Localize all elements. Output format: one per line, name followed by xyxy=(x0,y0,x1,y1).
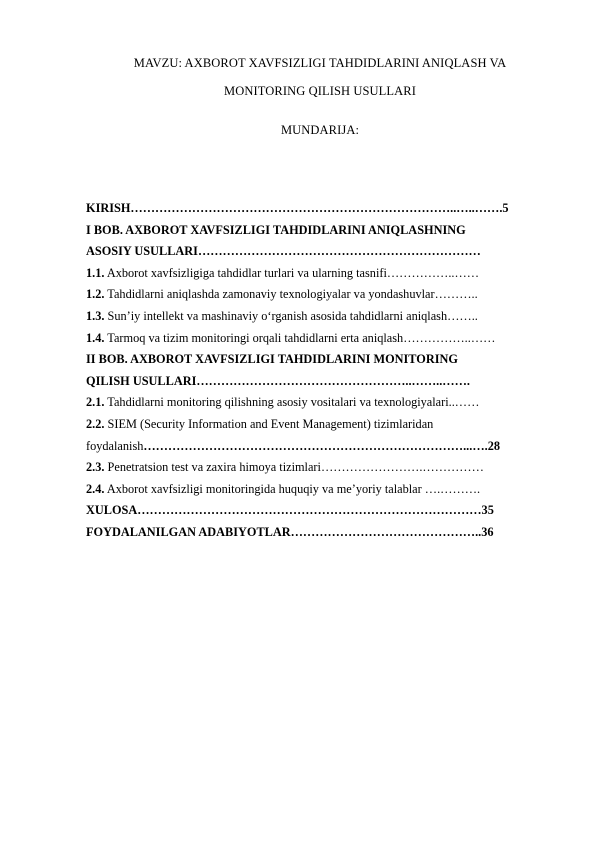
toc-entry-1-1 xyxy=(86,263,564,285)
toc-section-number: 2.1. xyxy=(86,395,105,410)
table-of-contents xyxy=(86,198,564,544)
toc-entry-2-1 xyxy=(86,392,564,414)
toc-entry-2-4 xyxy=(86,479,564,501)
toc-section-text-cont: foydalanish xyxy=(86,438,144,453)
toc-entry-2-2 xyxy=(86,414,564,436)
toc-entry-references: FOYDALANILGAN ADABIYOTLAR………………………………………..36 xyxy=(86,524,494,539)
toc-entry-1-3 xyxy=(86,306,564,328)
toc-entry-introduction: KIRISH……………………………………………………………………..…..…….5 xyxy=(86,201,509,215)
toc-entry-1-2 xyxy=(86,284,564,306)
toc-section-number: 1.2. xyxy=(86,287,105,302)
toc-section-number: 2.2. xyxy=(86,416,105,431)
toc-chapter-2-title: II BOB. AXBOROT XAVFSIZLIGI TAHDIDLARINI MONITORING xyxy=(86,352,458,367)
toc-section-number: 1.4. xyxy=(86,330,105,345)
document-title-line-2: MONITORING QILISH USULLARI xyxy=(224,84,416,98)
toc-entry-1-4 xyxy=(86,328,564,350)
contents-heading: MUNDARIJA: xyxy=(280,123,360,137)
toc-section-number: 1.1. xyxy=(86,265,105,280)
toc-section-text: Axborot xavfsizligiga tahdidlar turlari va ularning tasnifi……………..…… xyxy=(104,265,480,280)
toc-entry-conclusion: XULOSA…………………………………………………………………………35 xyxy=(86,503,494,518)
toc-section-text: Tahdidlarni aniqlashda zamonaviy texnologiyalar va yondashuvlar……….. xyxy=(104,287,478,302)
toc-dot-leader: ……………………………………………………………………...….28 xyxy=(143,438,500,453)
toc-section-text: SIEM (Security Information and Event Management) tizimlaridan xyxy=(104,416,434,431)
toc-section-text: Sun’iy intellekt va mashinaviy o‘rganish asosida tahdidlarni aniqlash…….. xyxy=(104,308,478,323)
document-title-line-1: MAVZU: AXBOROT XAVFSIZLIGI TAHDIDLARINI ANIQLASH VA xyxy=(133,56,507,70)
toc-entry-2-3 xyxy=(86,457,564,479)
toc-section-text: Penetratsion test va zaxira himoya tizimlari…………………….…………… xyxy=(104,460,484,475)
toc-chapter-1-title-cont: ASOSIY USULLARI…………………………………………………………… xyxy=(86,244,481,259)
toc-section-text: Tahdidlarni monitoring qilishning asosiy vositalari va texnologiyalari..…… xyxy=(104,395,480,410)
toc-entry-2-2-cont xyxy=(86,436,564,458)
toc-chapter-2-title-cont: QILISH USULLARI……………………………………………..……..……. xyxy=(86,373,470,388)
toc-section-text: Axborot xavfsizligi monitoringida huquqiy va me’yoriy talablar ….………. xyxy=(104,481,481,496)
toc-section-number: 2.3. xyxy=(86,460,105,475)
toc-section-number: 2.4. xyxy=(86,481,105,496)
toc-section-number: 1.3. xyxy=(86,308,105,323)
toc-chapter-1-title: I BOB. AXBOROT XAVFSIZLIGI TAHDIDLARINI ANIQLASHNING xyxy=(86,222,466,237)
toc-section-text: Tarmoq va tizim monitoringi orqali tahdidlarni erta aniqlash……………..…… xyxy=(104,330,496,345)
